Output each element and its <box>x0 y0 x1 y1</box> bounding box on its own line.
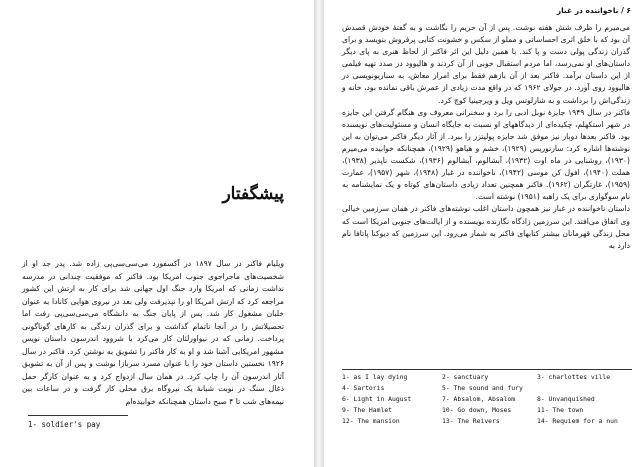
footnote-item: 6- Light in August <box>342 395 412 403</box>
chapter-title: پیشگفتار <box>222 184 284 204</box>
footnote-item: 5- The sound and fury <box>442 384 523 392</box>
footnote-item: 14- Requiem for a nun <box>537 417 618 425</box>
footnote-list <box>342 373 632 425</box>
footnote-item: 2- sanctuary <box>442 373 489 381</box>
running-head: ۶ / ناخواننده در غبار <box>556 6 631 15</box>
footnote-item: 13- The Reivers <box>442 417 500 425</box>
left-paragraph: ویلیام فاکنر در سال ۱۸۹۷ در آکسفورد می‌سی‌سی‌پی زاده شد. پدر جد او از شخصیت‌های ماجراجوی جنوب امریکا بود. فاکنر که موفقیت چندانی در مدرسه نداشت زمانی که امریکا وارد جنگ اول جهانی شد برای کار به ارتش این کشور مراجعه کرد که ارتش امریکا او را نپذیرفت ولی بعد در نیروی هوایی کانادا به عنوان خلبان مشغول کار شد. پس از پایان جنگ به دانشگاه می‌سی‌سی‌پی رفت اما تحصیلاتش را در آنجا ناتمام گذاشت و برای گذران زندگی به کارهای گوناگونی پرداخت. زمانی که در نیواورلئان کار می‌کرد با شروود اندرسون داستان نویس مشهور امریکایی آشنا شد و او به کار فاکنر را تشویق به نوشتن کرد. فاکنر در سال ۱۹۲۶ نخستین داستان خود را با عنوان مسرد سربازا نوشت و پس از آن به تشویق آثار اندرسون آن را چاپ کرد. در همان سال ازدواج کرد و به عنوان کارگر حمل ذغال سنگ در نوبت شبانهٔ یک نیروگاه برق محلی کار گرفت و در ساعات بین نیمه‌های شب تا ۴ صبح داستان همچنانکه خوابیده‌ام <box>22 259 284 407</box>
footnote-divider <box>28 415 128 416</box>
book-gutter <box>314 0 324 467</box>
footnote-item: 11- The town <box>537 406 584 414</box>
footnote-item: 8- Unvanquished <box>537 395 595 403</box>
left-page <box>0 0 314 467</box>
footnote-item: 3- charlottes ville <box>537 373 611 381</box>
right-page <box>324 0 639 467</box>
right-paragraph-3: داستان ناخواننده در غبار نیز همچون داستان اغلب نوشته‌های فاکنر در همان سرزمین خیالی وی اتفاق می‌افتد. این سرزمین زادگاه نگارنده نویسنده و از ایالت‌های جنوبی امریکا است که محل زندگی قهرمانان بیشتر کتابهای فاکنر به شمار می‌رود. این سرزمین که دیوکنا پاتافا نام دارد به <box>342 204 630 250</box>
footnote-item: 7- Absalom, Absalom <box>442 395 516 403</box>
footnote-item: 9- The Hamlet <box>342 406 393 414</box>
left-body-text <box>22 258 284 409</box>
footnote-item: 4- Sartoris <box>342 384 385 392</box>
footnote-item: 12- The mansion <box>342 417 400 425</box>
right-paragraph-1: می‌میرم را ظرف شش هفته نوشت. پس از آن حریم را نگاشت و به گفتهٔ خودش قصدش آن بود که با خلق اثری احساساتی و مملو از سکس و خشونت کتابی پرفروش بنویسد و برای گذران زندگی پولی دست و پا کند. با همین دلیل این اثر فاکنر از لحاظ هنری به پای دیگر داستان‌های او نمی‌رسد، اما مردم استقبال خوبی از آن کردند و هالیوود در صدد تهیه فیلمی از این داستان برآمد. فاکنر بعد از آن بازهم فقط برای امرار معاش، به سناریونویسی در هالیوود روی آورد. در جولای ۱۹۶۲ که در واقع مدت زیادی از عمرش باقی نمانده بود، خانه و زندگی‌اش را برداشت و به شارلوتس ویل و ویرجینیا کوچ کرد. <box>342 23 630 105</box>
right-body-text <box>342 22 630 252</box>
footnote-item <box>537 384 632 392</box>
footnote-divider <box>342 369 632 370</box>
left-footnote: 1- soldier's pay <box>28 420 101 429</box>
footnote-item: 10- Go down, Moses <box>442 406 512 414</box>
right-paragraph-2: فاکنر در سال ۱۹۴۹ جایزهٔ نوبل ادبی را برد و سخنرانی معروف وی هنگام گرفتن این جایزه در شهر استکهلم، چکیده‌ای از دیدگاههای او نسبت به جایگاه انسان و مسئولیت‌های نویسنده بود. فاکنر بعدها دوبار نیز موفق شد جایزه پولیتزر را ببرد. از آثار دیگر فاکنر می‌توان به این نوشته‌ها اشاره کرد: سارتوریس (۱۹۲۹)، خشم و هیاهو (۱۹۲۹)، همچنانکه خوابیده می‌میرم (۱۹۳۰)، روشنایی در ماه اوت (۱۹۳۲)، آبشالوم، آبشالوم (۱۹۳۶)، شکست ناپذیر (۱۹۳۸)، هملت (۱۹۴۰)، افول کن موسی (۱۹۴۲)، ناخواننده در غبار (۱۹۴۸)، شهر (۱۹۵۷)، عمارت (۱۹۵۹)، غارتگران (۱۹۶۲). فاکنر همچنین تعداد زیادی داستان‌های کوتاه و یک نمایشنامه به نام سوگواری برای یک راهبه (۱۹۵۱) نوشته است. <box>342 107 631 202</box>
footnote-item: 1- as I lay dying <box>342 373 408 381</box>
